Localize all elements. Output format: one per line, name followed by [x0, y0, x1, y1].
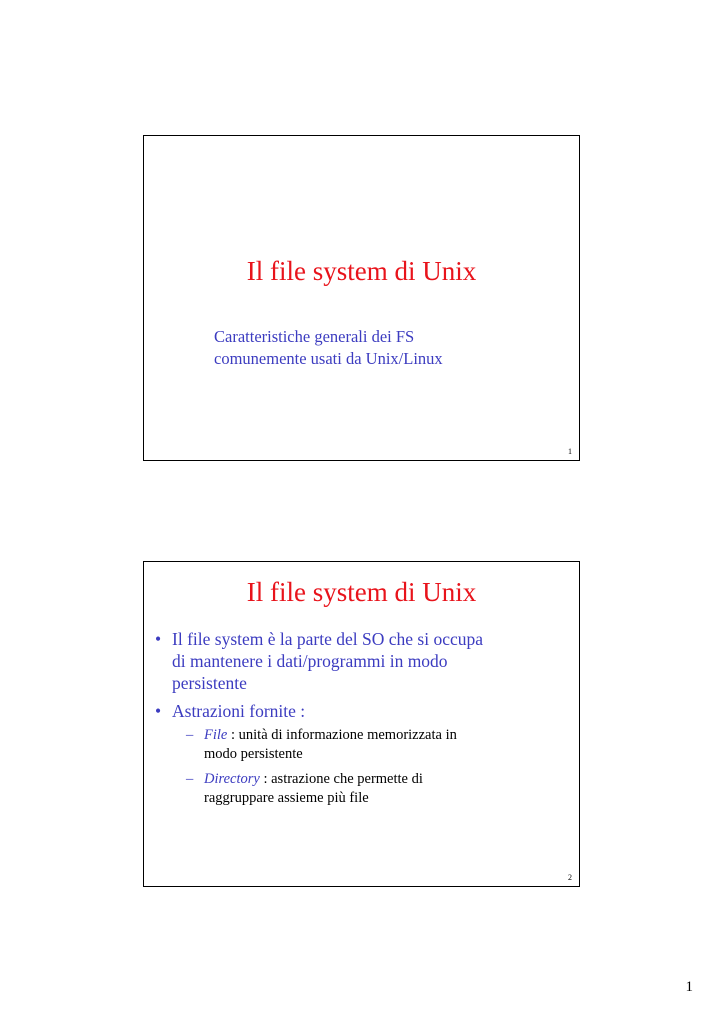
dash-icon: – — [186, 727, 194, 743]
slide-1 — [143, 135, 580, 461]
sub-bullet-item — [172, 726, 564, 764]
slide-1-subtitle-line-1: Caratteristiche generali dei FS — [214, 327, 415, 346]
term-file: File — [204, 727, 228, 743]
bullet-line: Il file system è la parte del SO che si occupa — [172, 629, 484, 649]
sub-bullet-text: : astrazione che permette di — [259, 771, 423, 787]
bullet-item — [154, 700, 564, 808]
bullet-icon: • — [155, 701, 162, 721]
sub-bullet-list — [172, 726, 564, 808]
page-number: 1 — [685, 979, 693, 995]
sub-bullet-line — [204, 770, 564, 789]
slide-2-bullet-list — [154, 628, 564, 814]
bullet-icon: • — [155, 629, 162, 649]
slide-1-subtitle — [214, 326, 554, 370]
slide-2 — [143, 561, 580, 887]
bullet-line: di mantenere i dati/programmi in modo — [172, 651, 448, 671]
slide-2-number: 2 — [568, 873, 572, 882]
slide-2-title: Il file system di Unix — [246, 577, 477, 607]
slide-1-title: Il file system di Unix — [246, 256, 477, 286]
dash-icon: – — [186, 771, 194, 787]
term-directory: Directory — [204, 771, 260, 787]
sub-bullet-item — [172, 770, 564, 808]
bullet-line: persistente — [172, 673, 247, 693]
bullet-line: Astrazioni fornite : — [172, 701, 306, 721]
sub-bullet-line: modo persistente — [204, 746, 303, 762]
slide-1-subtitle-line-2: comunemente usati da Unix/Linux — [214, 349, 443, 368]
sub-bullet-text: : unità di informazione memorizzata in — [227, 727, 457, 743]
sub-bullet-line: raggruppare assieme più file — [204, 790, 369, 806]
sub-bullet-line — [204, 726, 564, 745]
bullet-item — [154, 628, 564, 694]
slide-1-number: 1 — [568, 447, 572, 456]
